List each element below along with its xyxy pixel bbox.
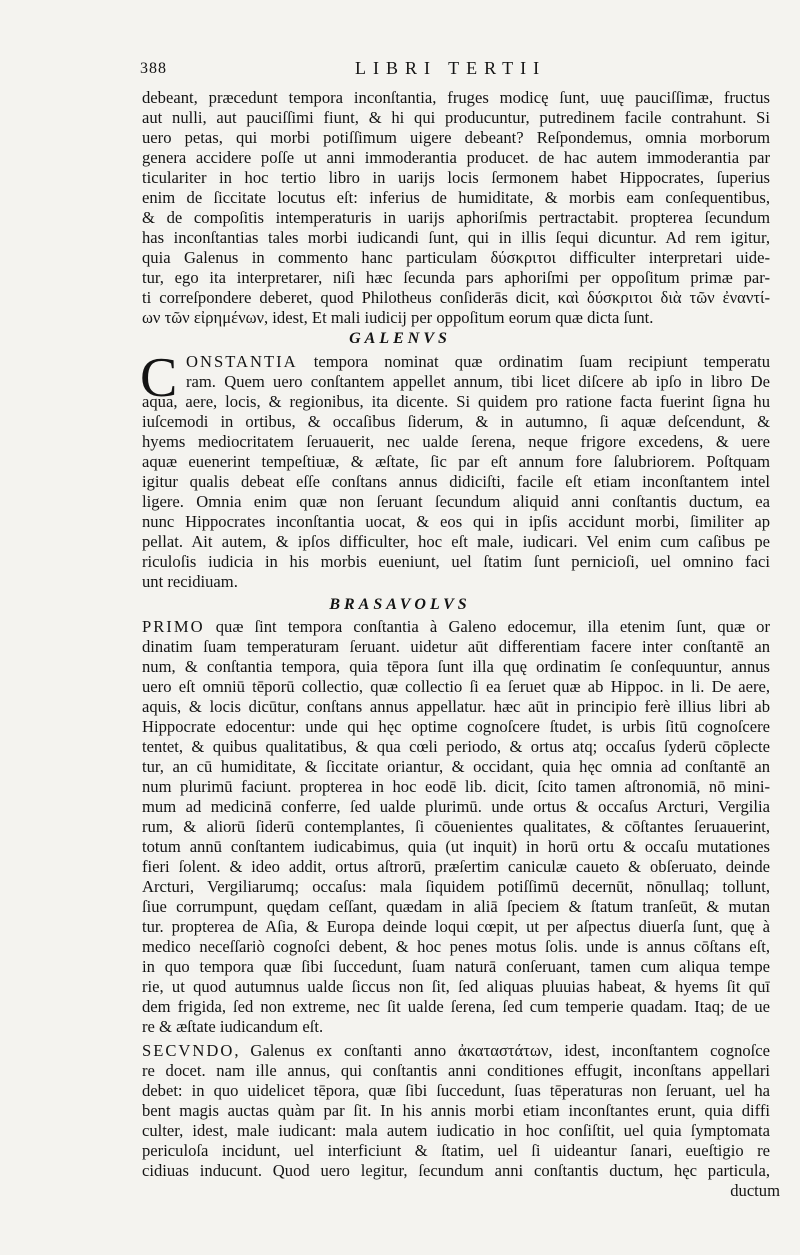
text-line (186, 352, 770, 372)
text-line: tur, an cū humiditate, & ſiccitate oriantur, & occidant, quia hęc omnia ad conſtantē an (142, 757, 770, 776)
text-line: dinatim ſuam temperaturam ſeruant. uidetur aūt differentiam facere inter conſtantē an (142, 637, 770, 656)
text-line: ticulariter in hoc tertio libro in uarijs locis ſermonem habet Hippocrates, ſuperius (142, 168, 770, 187)
text-line: nunc Hippocrates inconſtantia uocat, & eos qui in ipſis accidunt morbi, ſimiliter ap (142, 512, 770, 531)
text-line: bent magis auctas quàm par ſit. In his annis morbi etiam inconſtantes erunt, quia diffi (142, 1101, 770, 1120)
text-line: tentet, & quibus qualitatibus, & qua cœli periodo, & ortus atq; occaſus ſyderū cōplecte (142, 737, 770, 756)
text-line: genera accidere poſſe ut anni immoderantia producet. de hac autem immoderantia par (142, 148, 770, 167)
text-line: fieri ſolent. & ideo addit, ortus aſtrorū, præſertim caniculæ caueto & obſeruato, deinde (142, 857, 770, 876)
text-line: ti correſpondere deberet, quod Philotheus conſiderās dicit, καὶ δύσκριτοι διὰ τῶν ἐναντί- (142, 288, 770, 307)
text-line: rum, & aliorū ſiderū contemplantes, ſi cōuenientes qualitates, & cōſtantes ſeruauerint, (142, 817, 770, 836)
text-line: dem frigida, ſed non extreme, nec ſit ualde ſerena, ſed cum temperie quadam. Itaq; de ue (142, 997, 770, 1016)
text-line: riculoſis iudicia in his morbis eueniunt, uel ſtatim ſunt pernicioſi, uel omnino faci (142, 552, 770, 571)
text-line: uero petas, qui morbi potiſſimum uigere debeant? Reſpondemus, omnia morborum (142, 128, 770, 147)
text-line (142, 617, 770, 637)
text-line: medico neceſſariò cognoſci debent, & hoc penes motus ſolis. unde is annus cōſtans eſt, (142, 937, 770, 956)
text-line: has inconſtantias tales morbi iudicandi ſunt, qui in illis ſequi dicuntur. Ad rem igitur, (142, 228, 770, 247)
text-line: quia Galenus in commento hanc particulam δύσκριτοι difficulter interpretari uide- (142, 248, 770, 267)
text-line: aquæ euenerint tempeſtiuæ, & æſtate, ſic par eſt annum fore ſalubriorem. Poſtquam (142, 452, 770, 471)
text-line: debeant, præcedunt tempora inconſtantia, fruges modicę ſunt, uuę pauciſſimæ, fructus (142, 88, 770, 107)
catchword: ductum (730, 1181, 780, 1200)
text-line: Arcturi, Vergiliarumq; occaſus: mala ſiquidem potiſſimū decernūt, nōnullaq; tollunt, (142, 877, 770, 896)
text-line: re docet. nam ille annus, qui conſtantis anni conditiones effugit, inconſtans appellari (142, 1061, 770, 1080)
text-line: pellat. Ait autem, & ipſos difficulter, hoc eſt male, iudicari. Vel enim cum caſibus pe (142, 532, 770, 551)
text-line: igitur qualis debeat eſſe conſtans annus didiciſti, facile eſt etiam inconſtantem intel (142, 472, 770, 491)
page-header (0, 58, 800, 84)
text-line: cidiuas inducunt. Quod uero legitur, ſecundum anni conſtantis ductum, hęc particula, (142, 1161, 770, 1180)
text-line: uero eſt omniū tēporū collectio, quæ collectio ſi ea ſeruet quæ ab Hippoc. in li. De aere, (142, 677, 770, 696)
text-line: unt recidiuam. (142, 572, 238, 591)
text-line: ram. Quem uero conſtantem appellet annum, tibi licet diſcere ab ipſo in libro De (186, 372, 770, 391)
text-line: Hippocrate edocentur: unde qui hęc optime cognoſcere ſtudet, is urbis ſitū cognoſcere (142, 717, 770, 736)
text-line: ligere. Omnia enim quæ non ſeruant ſecundum aliquid anni conſtantis ductum, ea (142, 492, 770, 511)
text-line: hyems mediocritatem ſeruauerit, nec ualde ſerena, neque frigore excedens, & uere (142, 432, 770, 451)
lead-word: PRIMO (142, 617, 205, 636)
lead-word: ONSTANTIA (186, 352, 298, 371)
text-line: aut nulli, aut pauciſſimi fiunt, & hi qui producuntur, putredinem facile contrahunt. Si (142, 108, 770, 127)
text-line: num, & conſtantia tempora, quia tēpora ſunt illa quę ordinatim ſe conſequuntur, annus (142, 657, 770, 676)
text-line: aqua, aere, locis, & regionibus, ita dicente. Si quidem pro ratione facta fuerint ſigna hu (142, 392, 770, 411)
text-line: aquis, & locis dicūtur, conſtans annus appellatur. hæc aūt in principio ferè illius libri ab (142, 697, 770, 716)
text-line: culter, idest, male iudicant: mala autem iudicatio in hoc conſiſtit, uel quia ſymptomata (142, 1121, 770, 1140)
lead-line-rest: , Galenus ex conſtanti anno ἀκαταστάτων, idest, inconſtantem cognoſce (234, 1041, 770, 1060)
text-line: rie, ut quod autumnus ualde ſiccus non ſit, ſed aliquas pluuias habeat, & hyems ſit quī (142, 977, 770, 996)
text-line: tur, ego ita interpretarer, niſi hæc ſecunda pars aphoriſmi per oppoſitum primæ par- (142, 268, 770, 287)
text-line: ſiue corrumpunt, quędam ceſſant, quædam in aliā ſpeciem & ſtatum tranſeūt, & mutan (142, 897, 770, 916)
drop-cap: C (140, 347, 178, 409)
section-heading-galenus: GALENVS (349, 330, 451, 347)
lead-line-rest: quæ ſint tempora conſtantia à Galeno edocemur, illa etenim ſunt, quæ or (215, 617, 770, 636)
section-heading-brasavolus: BRASAVOLVS (329, 596, 471, 613)
text-line (142, 1041, 770, 1061)
lead-line-rest: tempora nominat quæ ordinatim ſuam recipiunt temperatu (313, 352, 770, 371)
text-line: debet: in quo uidelicet tēpora, quæ ſibi ſuccedunt, ſuas tēperaturas non ſeruant, uel ha (142, 1081, 770, 1100)
text-line: in quo tempora quæ ſibi ſuccedunt, ſuam naturā conſeruant, tamen cum aliqua tempe (142, 957, 770, 976)
text-line: mum ad medicinā conferre, ſed ualde plurimū. unde ortus & occaſus Arcturi, Vergilia (142, 797, 770, 816)
text-line: & de compoſitis intemperaturis in uarijs aphoriſmis pertractabit. propterea ſecundum (142, 208, 770, 227)
lead-word: SECVNDO (142, 1041, 235, 1060)
text-line: tur. propterea de Aſia, & Europa deinde loqui cœpit, ut per aſpectus diuerſa ſunt, quę à (142, 917, 770, 936)
text-line: re & æſtate iudicandum eſt. (142, 1017, 324, 1036)
text-line: totum annū conſtantem iudicabimus, quia (ut inquit) in horū ortu & occaſu mutationes (142, 837, 770, 856)
text-line: periculoſa incidunt, uel interficiunt & ſtatim, uel ſi uideantur ſanari, eueſtigio re (142, 1141, 770, 1160)
text-line: iuſcemodi in ortibus, & occaſibus ſiderum, & in autumno, ſi aquæ deſcendunt, & (142, 412, 770, 431)
text-line: enim de ſiccitate locutus eſt: inferius de humiditate, & morbis eam conſequentibus, (142, 188, 770, 207)
text-line: ων τῶν εἰρημένων, idest, Et mali iudicij per oppoſitum eorum quæ dicta ſunt. (142, 308, 654, 327)
running-head: LIBRI TERTII (355, 58, 547, 78)
text-line: num plurimū faciunt. propterea in hoc eodē lib. dicit, ſcito tamen aſtronomiā, nō mini- (142, 777, 770, 796)
page-number: 388 (140, 60, 167, 77)
